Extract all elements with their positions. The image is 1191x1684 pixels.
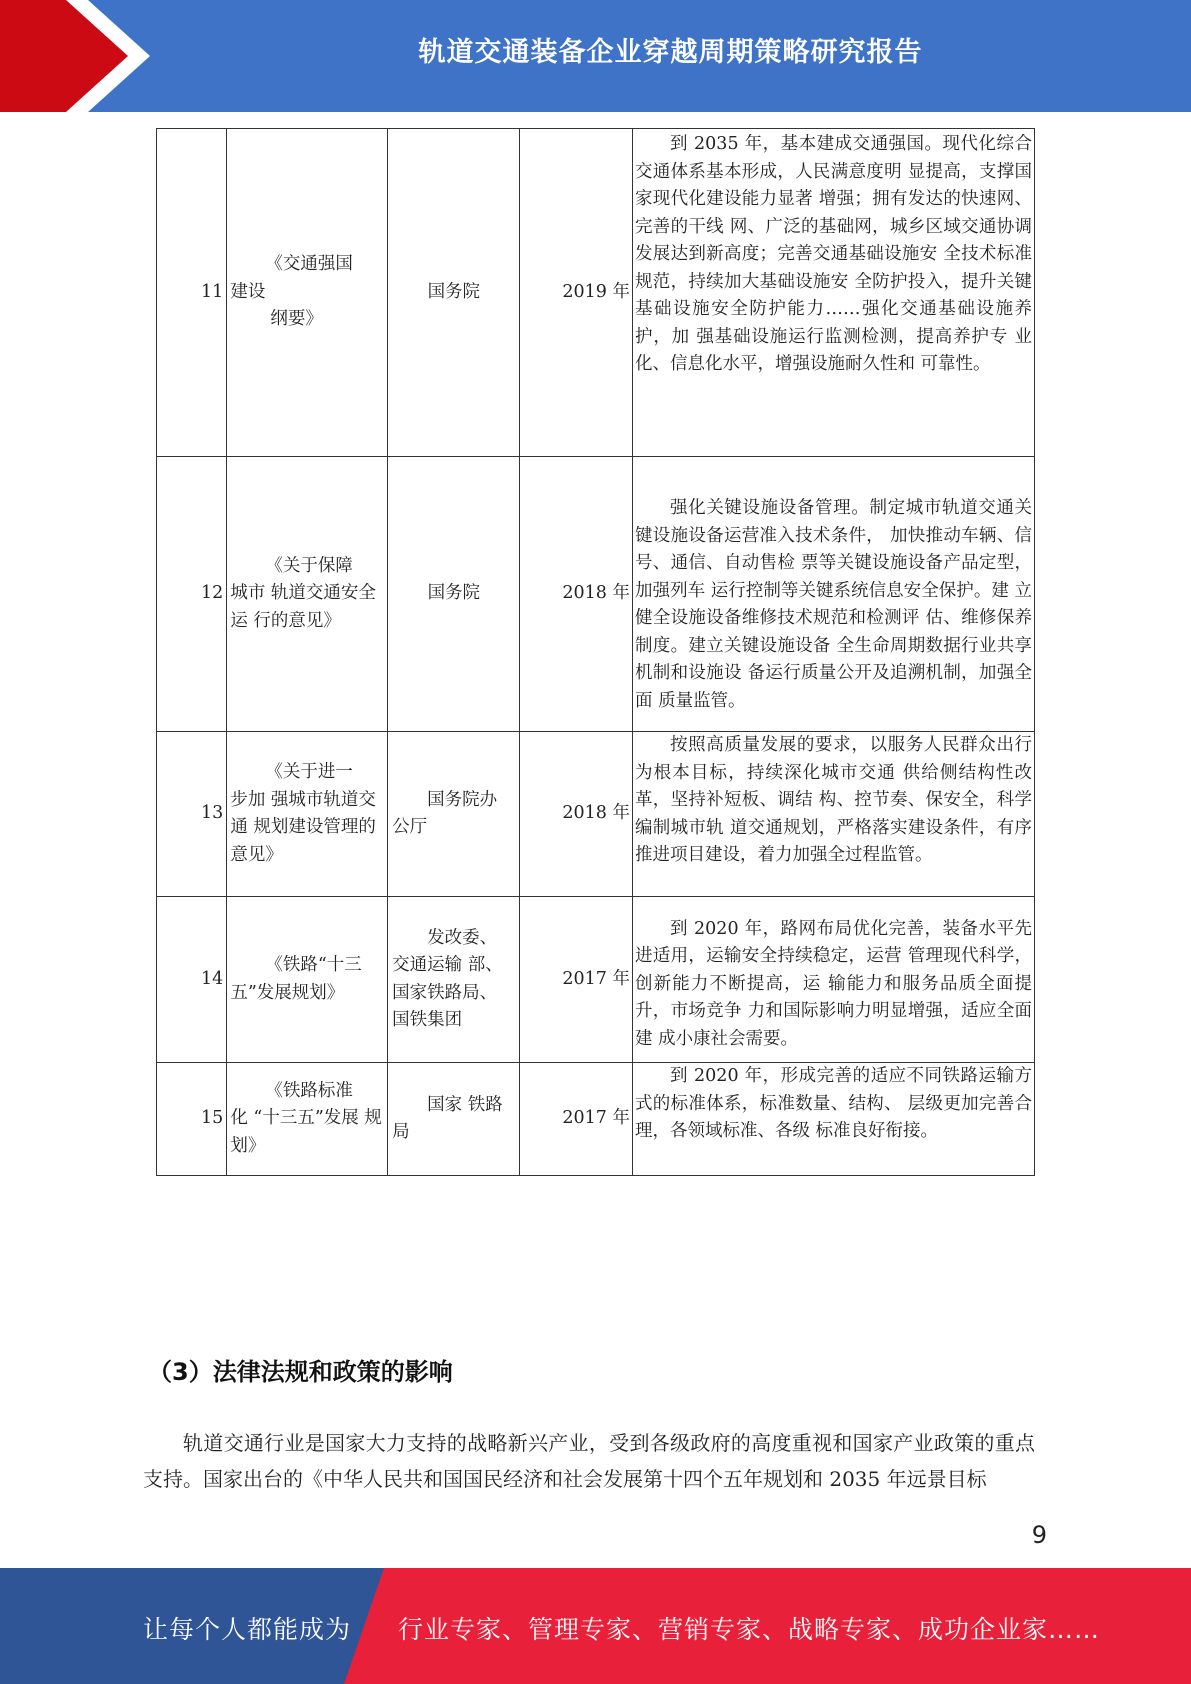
year: 2018 年	[520, 732, 633, 897]
body-paragraph: 轨道交通行业是国家大力支持的战略新兴产业，受到各级政府的高度重视和国家产业政策的重点支持。国家出台的《中华人民共和国国民经济和社会发展第十四个五年规划和 2035 年远景目标	[143, 1431, 1035, 1491]
policy-content: 到 2035 年，基本建成交通强国。现代化综合交通体系基本形成，人民满意度明 显提高，支撑国家现代化建设能力显著 增强；拥有发达的快速网、完善的干线 网、广泛的基础网，城乡区域交通协调 发展达到新高度；完善交通基础设施安 全技术标准规范，持续加大基础设施安 全防护投入，提升关键基础设施安全防护能力……强化交通基础设施养护，加 强基础设施运行监测检测，提高养护专 业化、信息化水平，增强设施耐久性和 可靠性。	[633, 129, 1035, 457]
policy-name	[227, 897, 388, 1063]
policy-name-line: 化 “十三五”发展 规划》	[230, 1108, 382, 1156]
year: 2017 年	[520, 1063, 633, 1176]
policy-name	[227, 457, 388, 732]
issuer: 发改委、 交通运输 部、国家铁路局、 国铁集团	[388, 897, 520, 1063]
policy-name-line: 《交通强国	[265, 254, 353, 275]
footer-slogan-right: 行业专家、管理专家、营销专家、战略专家、成功企业家……	[398, 1615, 1101, 1644]
policy-name-line: 步加 强城市轨道交通 规划建设管理的 意见》	[230, 789, 376, 865]
row-number: 11	[157, 129, 227, 457]
issuer: 国家 铁路局	[388, 1063, 520, 1176]
policy-name	[227, 1063, 388, 1176]
report-title: 轨道交通装备企业穿越周期策略研究报告	[418, 37, 923, 68]
footer-slogan-left: 让每个人都能成为	[143, 1615, 352, 1644]
section-heading: （3）法律法规和政策的影响	[148, 1358, 453, 1386]
table-row	[157, 1063, 1035, 1176]
row-number: 12	[157, 457, 227, 732]
policy-name-line: 纲要》	[270, 309, 323, 330]
year: 2018 年	[520, 457, 633, 732]
table-row	[157, 129, 1035, 457]
issuer: 国务院	[388, 457, 520, 732]
policy-content: 强化关键设施设备管理。制定城市轨道交通关键设施设备运营准入技术条件， 加快推动车辆、信号、通信、自动售检 票等关键设施设备产品定型，加强列车 运行控制等关键系统信息安全保护。建 立健全设施设备维修技术规范和检测评 估、维修保养制度。建立关键设施设备 全生命周期数据行业共享机制和设施设 备运行质量公开及追溯机制，加强全面 质量监管。	[633, 457, 1035, 732]
policy-table	[156, 128, 1035, 1176]
issuer: 国务院	[388, 129, 520, 457]
issuer: 国务院办 公厅	[388, 732, 520, 897]
policy-name	[227, 129, 388, 457]
policy-content: 按照高质量发展的要求，以服务人民群众出行为根本目标，持续深化城市交通 供给侧结构性改革，坚持补短板、调结 构、控节奏、保安全，科学编制城市轨 道交通规划，严格落实建设条件，有序 推进项目建设，着力加强全过程监管。	[633, 732, 1035, 897]
policy-name-line: 建设	[230, 281, 266, 302]
policy-name-line: 《铁路标准	[265, 1080, 353, 1101]
policy-name-line: 《关于保障	[265, 555, 353, 576]
policy-content: 到 2020 年，路网布局优化完善，装备水平先进适用，运输安全持续稳定，运营 管理现代科学，创新能力不断提高，运 输能力和服务品质全面提升，市场竞争 力和国际影响力明显增强，适应全面建 成小康社会需要。	[633, 897, 1035, 1063]
table-row	[157, 732, 1035, 897]
row-number: 15	[157, 1063, 227, 1176]
row-number: 13	[157, 732, 227, 897]
table-row	[157, 897, 1035, 1063]
policy-name-line: 城市 轨道交通安全运 行的意见》	[230, 583, 376, 631]
policy-name-line: 《铁路“十三	[265, 955, 362, 975]
policy-name	[227, 732, 388, 897]
year: 2017 年	[520, 897, 633, 1063]
header-chevron-icon	[0, 0, 160, 112]
page-footer	[0, 1568, 1191, 1684]
page-number: 9	[1031, 1521, 1047, 1549]
page-header	[0, 0, 1191, 112]
policy-content: 到 2020 年，形成完善的适应不同铁路运输方式的标准体系，标准数量、结构、 层级更加完善合理，各领域标准、各级 标准良好衔接。	[633, 1063, 1035, 1176]
policy-name-line: 《关于进一	[265, 762, 353, 782]
table-row	[157, 457, 1035, 732]
policy-name-line: 五”发展规划》	[230, 982, 345, 1003]
row-number: 14	[157, 897, 227, 1063]
year: 2019 年	[520, 129, 633, 457]
